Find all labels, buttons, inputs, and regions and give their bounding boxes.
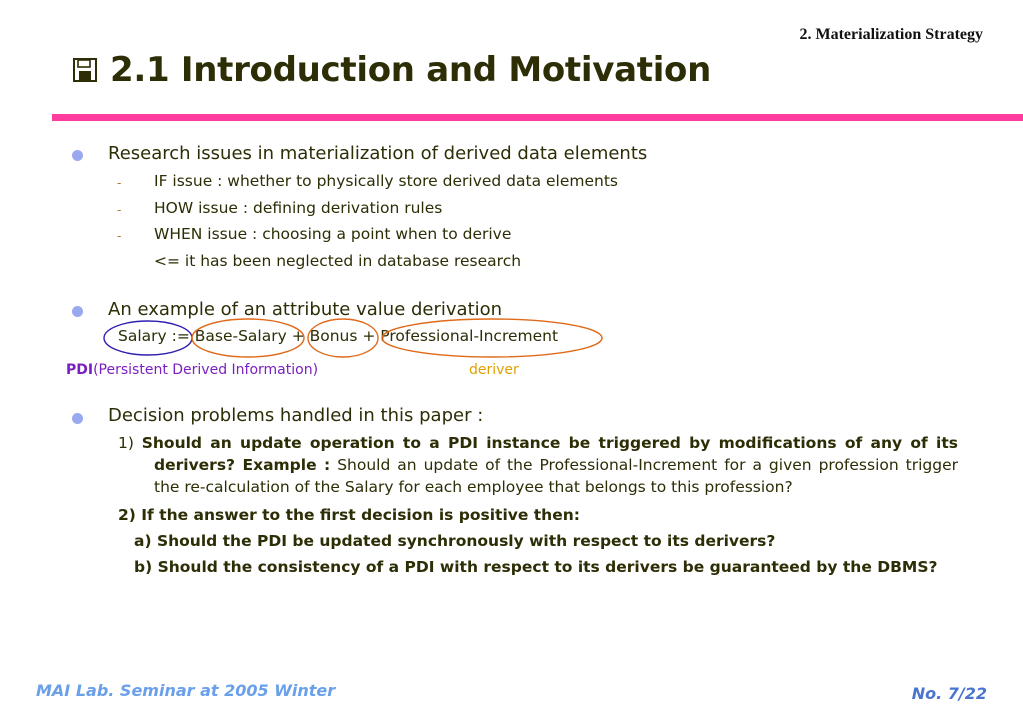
- research-note: <= it has been neglected in database research: [154, 252, 522, 270]
- q1-number: 1): [118, 434, 134, 452]
- decision-q1: [118, 432, 958, 498]
- q1-bold: Should an update operation to a PDI instance be triggered by modifications of any of its derivers? Example :: [141, 434, 958, 474]
- page-title: 2.1 Introduction and Motivation: [110, 50, 712, 90]
- section-header: 2. Materialization Strategy: [799, 26, 983, 43]
- pdi-label: [66, 362, 318, 378]
- deriver-label: deriver: [469, 362, 519, 378]
- circle-bullet-icon: [72, 413, 83, 424]
- decision-q2b: b) Should the consistency of a PDI with respect to its derivers be guaranteed by the DBMS?: [134, 558, 938, 576]
- example-heading: An example of an attribute value derivation: [108, 299, 503, 320]
- dash-bullet-icon: -: [117, 203, 122, 217]
- research-item: IF issue : whether to physically store derived data elements: [154, 172, 619, 190]
- research-heading: Research issues in materialization of derived data elements: [108, 143, 648, 164]
- research-item: WHEN issue : choosing a point when to derive: [154, 225, 512, 243]
- circle-bullet-icon: [72, 150, 83, 161]
- title-divider: [52, 114, 1023, 121]
- derivation-formula: Salary := Base-Salary + Bonus + Professional-Increment: [118, 327, 559, 345]
- decision-q2: 2) If the answer to the first decision is positive then:: [118, 506, 580, 524]
- research-item: HOW issue : defining derivation rules: [154, 199, 443, 217]
- title-row: [72, 50, 711, 90]
- footer-seminar: MAI Lab. Seminar at 2005 Winter: [36, 681, 336, 700]
- dash-bullet-icon: -: [117, 229, 122, 243]
- dash-bullet-icon: -: [117, 176, 122, 190]
- floppy-disk-icon: [72, 57, 98, 83]
- page-number: No. 7/22: [911, 684, 987, 703]
- pdi-abbrev: PDI: [66, 362, 94, 378]
- decisions-heading: Decision problems handled in this paper :: [108, 405, 484, 426]
- q1-rest: Should an update of the Professional-Increment for a given profession trigger the re-calculation of the Salary for each employee that belongs to this profession?: [154, 456, 958, 496]
- decision-q2a: a) Should the PDI be updated synchronously with respect to its derivers?: [134, 532, 776, 550]
- pdi-expansion: (Persistent Derived Information): [93, 362, 319, 378]
- circle-bullet-icon: [72, 306, 83, 317]
